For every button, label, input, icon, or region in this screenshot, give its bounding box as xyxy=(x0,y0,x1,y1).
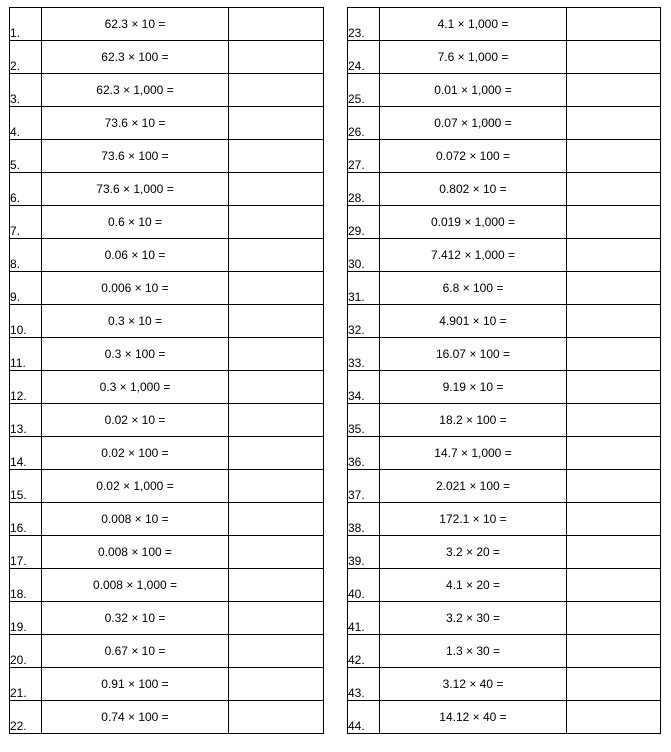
answer-cell[interactable] xyxy=(567,239,661,272)
problem-row xyxy=(10,8,324,41)
problem-number: 29. xyxy=(348,206,380,239)
worksheet-table-right xyxy=(347,7,661,734)
problem-row xyxy=(10,569,324,602)
problem-number: 10. xyxy=(10,305,42,338)
answer-cell[interactable] xyxy=(567,173,661,206)
problem-expression: 18.2 × 100 = xyxy=(380,404,567,437)
problem-row xyxy=(10,272,324,305)
problem-row xyxy=(10,206,324,239)
problem-number: 13. xyxy=(10,404,42,437)
problem-number: 36. xyxy=(348,437,380,470)
problem-row xyxy=(10,602,324,635)
problem-expression: 0.3 × 10 = xyxy=(42,305,229,338)
problem-number: 2. xyxy=(10,41,42,74)
problem-row xyxy=(348,74,661,107)
problem-row xyxy=(10,239,324,272)
problem-number: 20. xyxy=(10,635,42,668)
problem-row xyxy=(10,140,324,173)
problem-number: 7. xyxy=(10,206,42,239)
problem-row xyxy=(348,371,661,404)
worksheet-table-left xyxy=(9,7,324,734)
problem-row xyxy=(10,536,324,569)
answer-cell[interactable] xyxy=(229,140,324,173)
problem-number: 38. xyxy=(348,503,380,536)
problem-expression: 7.6 × 1,000 = xyxy=(380,41,567,74)
answer-cell[interactable] xyxy=(229,107,324,140)
answer-cell[interactable] xyxy=(567,701,661,734)
answer-cell[interactable] xyxy=(567,140,661,173)
problem-number: 9. xyxy=(10,272,42,305)
answer-cell[interactable] xyxy=(567,107,661,140)
problem-row xyxy=(348,635,661,668)
problem-expression: 0.019 × 1,000 = xyxy=(380,206,567,239)
answer-cell[interactable] xyxy=(229,470,324,503)
problem-row xyxy=(348,107,661,140)
problem-expression: 14.7 × 1,000 = xyxy=(380,437,567,470)
problem-row xyxy=(348,173,661,206)
problem-expression: 16.07 × 100 = xyxy=(380,338,567,371)
answer-cell[interactable] xyxy=(567,602,661,635)
problem-row xyxy=(10,701,324,734)
problem-expression: 0.3 × 100 = xyxy=(42,338,229,371)
problem-number: 44. xyxy=(348,701,380,734)
problem-row xyxy=(348,206,661,239)
problem-expression: 6.8 × 100 = xyxy=(380,272,567,305)
problem-expression: 0.008 × 100 = xyxy=(42,536,229,569)
problem-expression: 62.3 × 10 = xyxy=(42,8,229,41)
answer-cell[interactable] xyxy=(567,8,661,41)
problem-row xyxy=(348,272,661,305)
problem-number: 35. xyxy=(348,404,380,437)
answer-cell[interactable] xyxy=(229,503,324,536)
problem-number: 30. xyxy=(348,239,380,272)
answer-cell[interactable] xyxy=(229,404,324,437)
answer-cell[interactable] xyxy=(229,635,324,668)
answer-cell[interactable] xyxy=(229,668,324,701)
problem-row xyxy=(10,437,324,470)
problem-row xyxy=(10,371,324,404)
problem-number: 12. xyxy=(10,371,42,404)
problem-expression: 0.02 × 10 = xyxy=(42,404,229,437)
problem-number: 6. xyxy=(10,173,42,206)
problem-number: 28. xyxy=(348,173,380,206)
answer-cell[interactable] xyxy=(229,701,324,734)
answer-cell[interactable] xyxy=(567,371,661,404)
problem-number: 40. xyxy=(348,569,380,602)
answer-cell[interactable] xyxy=(229,74,324,107)
answer-cell[interactable] xyxy=(229,272,324,305)
answer-cell[interactable] xyxy=(567,503,661,536)
problem-number: 22. xyxy=(10,701,42,734)
problem-number: 42. xyxy=(348,635,380,668)
problem-expression: 0.67 × 10 = xyxy=(42,635,229,668)
answer-cell[interactable] xyxy=(567,305,661,338)
problem-row xyxy=(10,404,324,437)
answer-cell[interactable] xyxy=(567,536,661,569)
problem-expression: 73.6 × 10 = xyxy=(42,107,229,140)
problem-row xyxy=(10,41,324,74)
problem-row xyxy=(10,503,324,536)
problem-row xyxy=(10,470,324,503)
problem-expression: 4.1 × 20 = xyxy=(380,569,567,602)
problem-row xyxy=(348,239,661,272)
problem-expression: 0.008 × 10 = xyxy=(42,503,229,536)
problem-expression: 0.74 × 100 = xyxy=(42,701,229,734)
problem-number: 39. xyxy=(348,536,380,569)
problem-expression: 0.06 × 10 = xyxy=(42,239,229,272)
problem-number: 27. xyxy=(348,140,380,173)
problem-expression: 4.901 × 10 = xyxy=(380,305,567,338)
answer-cell[interactable] xyxy=(229,41,324,74)
problem-row xyxy=(348,338,661,371)
problem-expression: 0.3 × 1,000 = xyxy=(42,371,229,404)
problem-row xyxy=(348,668,661,701)
problem-row xyxy=(348,305,661,338)
problem-row xyxy=(10,305,324,338)
problem-row xyxy=(348,404,661,437)
problem-number: 3. xyxy=(10,74,42,107)
problem-number: 11. xyxy=(10,338,42,371)
answer-cell[interactable] xyxy=(567,74,661,107)
problem-number: 33. xyxy=(348,338,380,371)
problem-row xyxy=(348,701,661,734)
problem-number: 4. xyxy=(10,107,42,140)
problem-expression: 14.12 × 40 = xyxy=(380,701,567,734)
answer-cell[interactable] xyxy=(229,206,324,239)
answer-cell[interactable] xyxy=(229,305,324,338)
problem-number: 41. xyxy=(348,602,380,635)
problem-row xyxy=(348,437,661,470)
answer-cell[interactable] xyxy=(567,338,661,371)
answer-cell[interactable] xyxy=(229,536,324,569)
answer-cell[interactable] xyxy=(567,41,661,74)
answer-cell[interactable] xyxy=(567,470,661,503)
problem-row xyxy=(10,74,324,107)
problem-number: 8. xyxy=(10,239,42,272)
problem-row xyxy=(348,569,661,602)
problem-number: 1. xyxy=(10,8,42,41)
problem-row xyxy=(348,503,661,536)
problem-expression: 0.32 × 10 = xyxy=(42,602,229,635)
problem-number: 25. xyxy=(348,74,380,107)
answer-cell[interactable] xyxy=(229,437,324,470)
answer-cell[interactable] xyxy=(567,635,661,668)
problem-number: 21. xyxy=(10,668,42,701)
problem-expression: 2.021 × 100 = xyxy=(380,470,567,503)
problem-number: 37. xyxy=(348,470,380,503)
problem-row xyxy=(10,107,324,140)
problem-number: 15. xyxy=(10,470,42,503)
answer-cell[interactable] xyxy=(229,173,324,206)
answer-cell[interactable] xyxy=(567,668,661,701)
problem-number: 32. xyxy=(348,305,380,338)
problem-expression: 3.12 × 40 = xyxy=(380,668,567,701)
problem-expression: 0.02 × 100 = xyxy=(42,437,229,470)
problem-row xyxy=(348,8,661,41)
problem-row xyxy=(348,602,661,635)
problem-number: 16. xyxy=(10,503,42,536)
problem-number: 17. xyxy=(10,536,42,569)
problem-row xyxy=(10,173,324,206)
problem-number: 43. xyxy=(348,668,380,701)
problem-expression: 0.07 × 1,000 = xyxy=(380,107,567,140)
problem-number: 5. xyxy=(10,140,42,173)
problem-expression: 0.072 × 100 = xyxy=(380,140,567,173)
problem-expression: 172.1 × 10 = xyxy=(380,503,567,536)
problem-number: 31. xyxy=(348,272,380,305)
answer-cell[interactable] xyxy=(567,569,661,602)
problem-expression: 62.3 × 1,000 = xyxy=(42,74,229,107)
problem-expression: 62.3 × 100 = xyxy=(42,41,229,74)
problem-expression: 9.19 × 10 = xyxy=(380,371,567,404)
problem-row xyxy=(348,140,661,173)
problem-number: 18. xyxy=(10,569,42,602)
answer-cell[interactable] xyxy=(229,338,324,371)
problem-expression: 7.412 × 1,000 = xyxy=(380,239,567,272)
answer-cell[interactable] xyxy=(229,239,324,272)
problem-expression: 0.01 × 1,000 = xyxy=(380,74,567,107)
problem-expression: 0.008 × 1,000 = xyxy=(42,569,229,602)
problem-row xyxy=(348,536,661,569)
problem-number: 23. xyxy=(348,8,380,41)
problem-row xyxy=(10,338,324,371)
problem-number: 19. xyxy=(10,602,42,635)
problem-number: 26. xyxy=(348,107,380,140)
answer-cell[interactable] xyxy=(229,569,324,602)
answer-cell[interactable] xyxy=(229,371,324,404)
problem-expression: 0.91 × 100 = xyxy=(42,668,229,701)
answer-cell[interactable] xyxy=(567,437,661,470)
problem-expression: 4.1 × 1,000 = xyxy=(380,8,567,41)
problem-expression: 73.6 × 1,000 = xyxy=(42,173,229,206)
answer-cell[interactable] xyxy=(567,206,661,239)
problem-expression: 0.02 × 1,000 = xyxy=(42,470,229,503)
problem-number: 24. xyxy=(348,41,380,74)
problem-row xyxy=(348,41,661,74)
problem-row xyxy=(10,668,324,701)
problem-expression: 0.6 × 10 = xyxy=(42,206,229,239)
problem-row xyxy=(348,470,661,503)
problem-row xyxy=(10,635,324,668)
answer-cell[interactable] xyxy=(567,404,661,437)
problem-number: 14. xyxy=(10,437,42,470)
problem-expression: 3.2 × 30 = xyxy=(380,602,567,635)
problem-number: 34. xyxy=(348,371,380,404)
answer-cell[interactable] xyxy=(229,8,324,41)
problem-expression: 0.006 × 10 = xyxy=(42,272,229,305)
problem-expression: 1.3 × 30 = xyxy=(380,635,567,668)
problem-expression: 73.6 × 100 = xyxy=(42,140,229,173)
problem-expression: 0.802 × 10 = xyxy=(380,173,567,206)
answer-cell[interactable] xyxy=(567,272,661,305)
problem-expression: 3.2 × 20 = xyxy=(380,536,567,569)
answer-cell[interactable] xyxy=(229,602,324,635)
